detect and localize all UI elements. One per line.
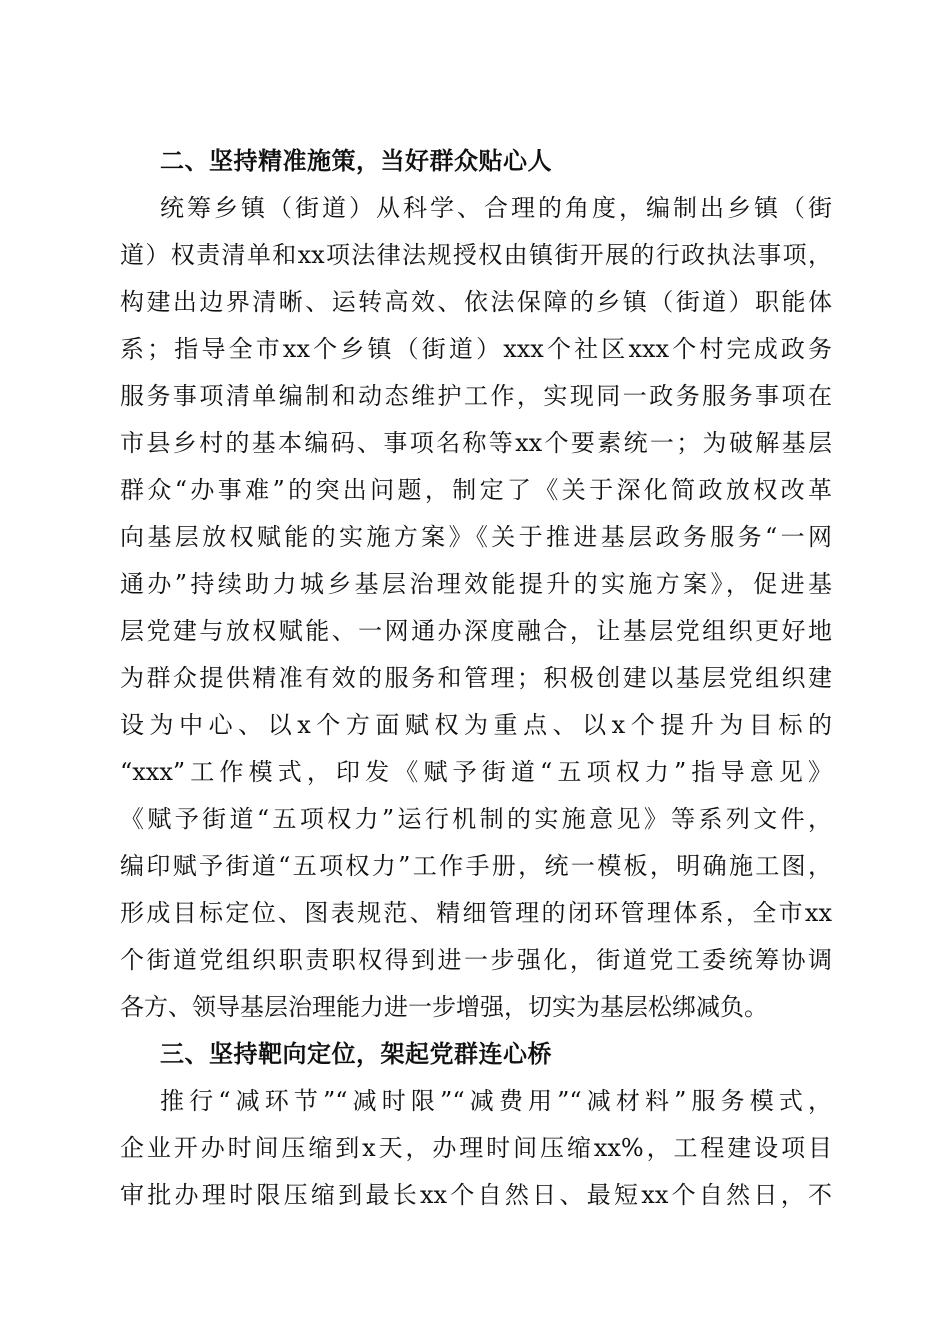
paragraph-line: 企业开办时间压缩到x天，办理时间压缩xx%，工程建设项目: [120, 1134, 832, 1162]
paragraph-line: 市县乡村的基本编码、事项名称等xx个要素统一；为破解基层: [120, 429, 832, 457]
paragraph-line: 为群众提供精准有效的服务和管理；积极创建以基层党组织建: [120, 664, 832, 692]
paragraph-line: 向基层放权赋能的实施方案》《关于推进基层政务服务“一网: [120, 523, 832, 551]
paragraph-line: 推行“减环节”“减时限”“减费用”“减材料”服务模式，: [160, 1087, 832, 1115]
paragraph-line: 个街道党组织职责职权得到进一步强化，街道党工委统筹协调: [120, 946, 832, 974]
paragraph-line: 系；指导全市xx个乡镇（街道）xxx个社区xxx个村完成政务: [120, 335, 832, 363]
paragraph-line: 群众“办事难”的突出问题，制定了《关于深化简政放权改革: [120, 476, 832, 504]
paragraph-line: 构建出边界清晰、运转高效、依法保障的乡镇（街道）职能体: [120, 288, 832, 316]
paragraph-line: 统筹乡镇（街道）从科学、合理的角度，编制出乡镇（街: [160, 194, 832, 222]
paragraph-line: 服务事项清单编制和动态维护工作，实现同一政务服务事项在: [120, 382, 832, 410]
document-body: [120, 138, 832, 1219]
section-2-paragraph: [120, 185, 832, 1031]
paragraph-line: “xxx”工作模式，印发《赋予街道“五项权力”指导意见》: [120, 758, 832, 786]
paragraph-line: 道）权责清单和xx项法律法规授权由镇街开展的行政执法事项，: [120, 241, 832, 269]
paragraph-line: 通办”持续助力城乡基层治理效能提升的实施方案》，促进基: [120, 570, 832, 598]
section-3-paragraph: [120, 1078, 832, 1219]
paragraph-line: 各方、领导基层治理能力进一步增强，切实为基层松绑减负。: [120, 993, 768, 1021]
paragraph-line: 设为中心、以x个方面赋权为重点、以x个提升为目标的: [120, 711, 832, 739]
section-heading-3: 三、坚持靶向定位，架起党群连心桥: [160, 1040, 552, 1068]
section-heading-2: 二、坚持精准施策，当好群众贴心人: [160, 147, 552, 175]
paragraph-line: 编印赋予街道“五项权力”工作手册，统一模板，明确施工图，: [120, 852, 832, 880]
paragraph-line: 《赋予街道“五项权力”运行机制的实施意见》等系列文件，: [120, 805, 832, 833]
paragraph-line: 层党建与放权赋能、一网通办深度融合，让基层党组织更好地: [120, 617, 832, 645]
paragraph-line: 审批办理时限压缩到最长xx个自然日、最短xx个自然日，不: [120, 1181, 832, 1209]
paragraph-line: 形成目标定位、图表规范、精细管理的闭环管理体系，全市xx: [120, 899, 832, 927]
